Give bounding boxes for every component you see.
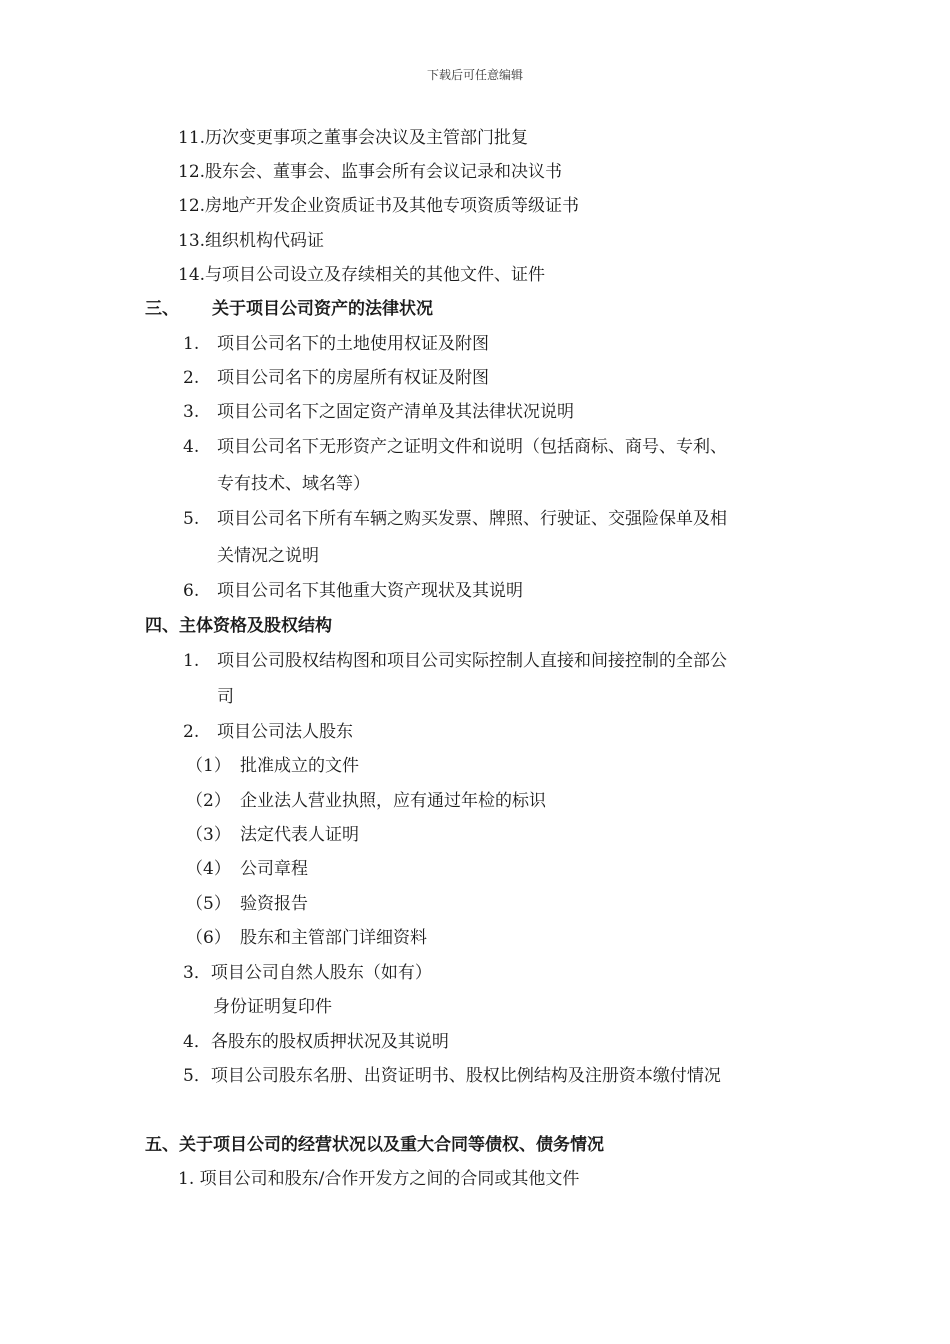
item-number: 6. [183, 581, 200, 601]
list-item: 项目公司名下之固定资产清单及其法律状况说明 [217, 402, 574, 422]
item-number: 1. [183, 651, 200, 671]
list-item: 项目公司名下无形资产之证明文件和说明（包括商标、商号、专利、 [217, 437, 727, 457]
item-number: 2. [183, 368, 200, 388]
list-item: 项目公司股权结构图和项目公司实际控制人直接和间接控制的全部公 [217, 651, 727, 671]
list-item-continuation: 身份证明复印件 [213, 997, 332, 1017]
section-heading: 关于项目公司资产的法律状况 [212, 299, 433, 319]
section-heading: 五、关于项目公司的经营状况以及重大合同等债权、债务情况 [145, 1135, 604, 1155]
sub-item: 公司章程 [240, 859, 308, 879]
item-number: 4. [183, 437, 200, 457]
list-item: 1. 项目公司和股东/合作开发方之间的合同或其他文件 [178, 1169, 580, 1189]
item-number: 2. [183, 722, 200, 742]
list-item: 项目公司名下所有车辆之购买发票、牌照、行驶证、交强险保单及相 [217, 509, 727, 529]
sub-item-number: （2） [186, 791, 231, 811]
sub-item: 批准成立的文件 [240, 756, 359, 776]
sub-item-number: （3） [186, 825, 231, 845]
list-item: 项目公司名下的房屋所有权证及附图 [217, 368, 489, 388]
section-number: 三、 [145, 299, 179, 319]
list-item-continuation: 专有技术、域名等） [217, 474, 370, 494]
sub-item-number: （1） [186, 756, 231, 776]
sub-item: 法定代表人证明 [240, 825, 359, 845]
sub-item-number: （6） [186, 928, 231, 948]
list-item: 4．各股东的股权质押状况及其说明 [183, 1032, 449, 1052]
sub-item: 企业法人营业执照，应有通过年检的标识 [240, 791, 546, 811]
sub-item: 股东和主管部门详细资料 [240, 928, 427, 948]
sub-item-number: （5） [186, 894, 231, 914]
list-item: 12.房地产开发企业资质证书及其他专项资质等级证书 [178, 196, 580, 216]
list-item: 项目公司名下的土地使用权证及附图 [217, 334, 489, 354]
list-item-continuation: 司 [217, 687, 234, 707]
sub-item-number: （4） [186, 859, 231, 879]
list-item: 13.组织机构代码证 [178, 231, 325, 251]
item-number: 3. [183, 402, 200, 422]
list-item-continuation: 关情况之说明 [217, 546, 319, 566]
item-number: 1. [183, 334, 200, 354]
list-item: 14.与项目公司设立及存续相关的其他文件、证件 [178, 265, 546, 285]
list-item: 5．项目公司股东名册、出资证明书、股权比例结构及注册资本缴付情况 [183, 1066, 721, 1086]
list-item: 11.历次变更事项之董事会决议及主管部门批复 [178, 128, 529, 148]
sub-item: 验资报告 [240, 894, 308, 914]
list-item: 项目公司法人股东 [217, 722, 353, 742]
list-item: 12.股东会、董事会、监事会所有会议记录和决议书 [178, 162, 563, 182]
item-number: 5. [183, 509, 200, 529]
list-item: 3．项目公司自然人股东（如有） [183, 963, 432, 983]
page-header: 下载后可任意编辑 [426, 68, 523, 82]
list-item: 项目公司名下其他重大资产现状及其说明 [217, 581, 523, 601]
section-heading: 四、主体资格及股权结构 [145, 616, 332, 636]
